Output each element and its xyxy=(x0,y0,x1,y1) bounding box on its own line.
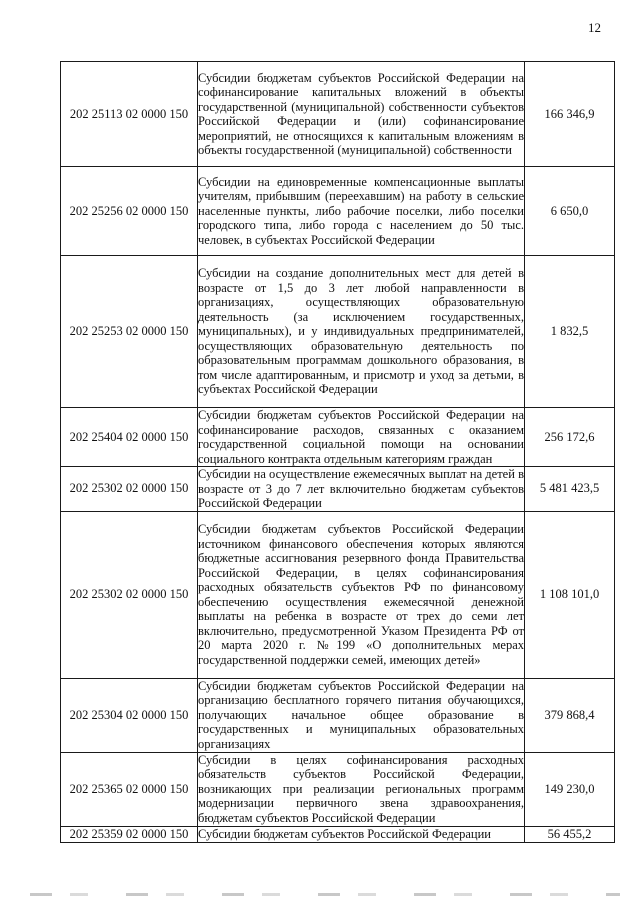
row-amount: 1 108 101,0 xyxy=(525,511,615,678)
budget-code: 202 25113 02 0000 150 xyxy=(61,62,198,167)
table-row xyxy=(61,408,615,467)
row-amount: 166 346,9 xyxy=(525,62,615,167)
row-description: Субсидии на осуществление ежемесячных выплат на детей в возрасте от 3 до 7 лет включительно бюджетам субъектов Российской Федерации xyxy=(198,467,524,510)
scan-artifact xyxy=(30,893,620,896)
row-description: Субсидии бюджетам субъектов Российской Федерации xyxy=(198,826,525,842)
row-amount: 379 868,4 xyxy=(525,678,615,752)
row-description: Субсидии бюджетам субъектов Российской Федерации на софинансирование капитальных вложений в объекты государственной (муниципальной) собственности субъектов Российской Федерации и (или) софинансирование мероприятий, не относящихся к капитальным вложениям в объекты государственной (муниципальной) собственности xyxy=(198,62,525,167)
row-description: Субсидии на создание дополнительных мест для детей в возрасте от 1,5 до 3 лет любой направленности в организациях, осуществляющих образовательную деятельность (за исключением государственных, муниципальных), и у индивидуальных предпринимателей, осуществляющих образовательную деятельность по образовательным программам дошкольного образования, в том числе адаптированным, и присмотр и уход за детьми, в субъектах Российской Федерации xyxy=(198,256,525,408)
table-row xyxy=(61,826,615,842)
budget-table xyxy=(60,61,615,843)
row-amount: 149 230,0 xyxy=(525,752,615,826)
table-row xyxy=(61,167,615,256)
table-row xyxy=(61,511,615,678)
row-amount: 6 650,0 xyxy=(525,167,615,256)
budget-code: 202 25304 02 0000 150 xyxy=(61,678,198,752)
page-number: 12 xyxy=(588,20,601,35)
row-amount: 56 455,2 xyxy=(525,826,615,842)
row-description: Субсидии в целях софинансирования расходных обязательств субъектов Российской Федерации, возникающих при реализации региональных программ модернизации первичного звена здравоохранения, бюджетам субъектов Российской Федерации xyxy=(198,752,524,825)
budget-code: 202 25253 02 0000 150 xyxy=(61,256,198,408)
table-row xyxy=(61,62,615,167)
table-row xyxy=(61,678,615,752)
budget-code: 202 25256 02 0000 150 xyxy=(61,167,198,256)
table-row xyxy=(61,752,615,826)
row-description: Субсидии бюджетам субъектов Российской Федерации на софинансирование расходов, связанных с оказанием государственной социальной помощи на основании социального контракта отдельным категориям граждан xyxy=(198,408,524,466)
row-description: Субсидии бюджетам субъектов Российской Федерации на организацию бесплатного горячего питания обучающихся, получающих начальное общее образование в государственных и муниципальных образовательных организациях xyxy=(198,678,524,751)
budget-code: 202 25404 02 0000 150 xyxy=(61,408,198,467)
table-row xyxy=(61,256,615,408)
row-description: Субсидии бюджетам субъектов Российской Федерации источником финансового обеспечения которых являются бюджетные ассигнования резервного фонда Правительства Российской Федерации, в целях софинансирования расходных обязательств субъектов РФ по финансовому обеспечению осуществления ежемесячной денежной выплаты на ребенка в возрасте от трех до семи лет включительно, предусмотренной Указом Президента РФ от 20 марта 2020 г. №199 «О дополнительных мерах государственной поддержки семей, имеющих детей» xyxy=(198,511,525,678)
table-row xyxy=(61,467,615,512)
row-description: Субсидии на единовременные компенсационные выплаты учителям, прибывшим (переехавшим) на работу в сельские населенные пункты, либо рабочие поселки, либо поселки городского типа, либо города с населением до 50 тыс. человек, в субъектах Российской Федерации xyxy=(198,167,525,256)
row-amount: 1 832,5 xyxy=(525,256,615,408)
budget-code: 202 25302 02 0000 150 xyxy=(61,511,198,678)
budget-code: 202 25359 02 0000 150 xyxy=(61,826,198,842)
row-amount: 5 481 423,5 xyxy=(525,467,615,512)
budget-code: 202 25365 02 0000 150 xyxy=(61,752,198,826)
budget-code: 202 25302 02 0000 150 xyxy=(61,467,198,512)
row-amount: 256 172,6 xyxy=(525,408,615,467)
